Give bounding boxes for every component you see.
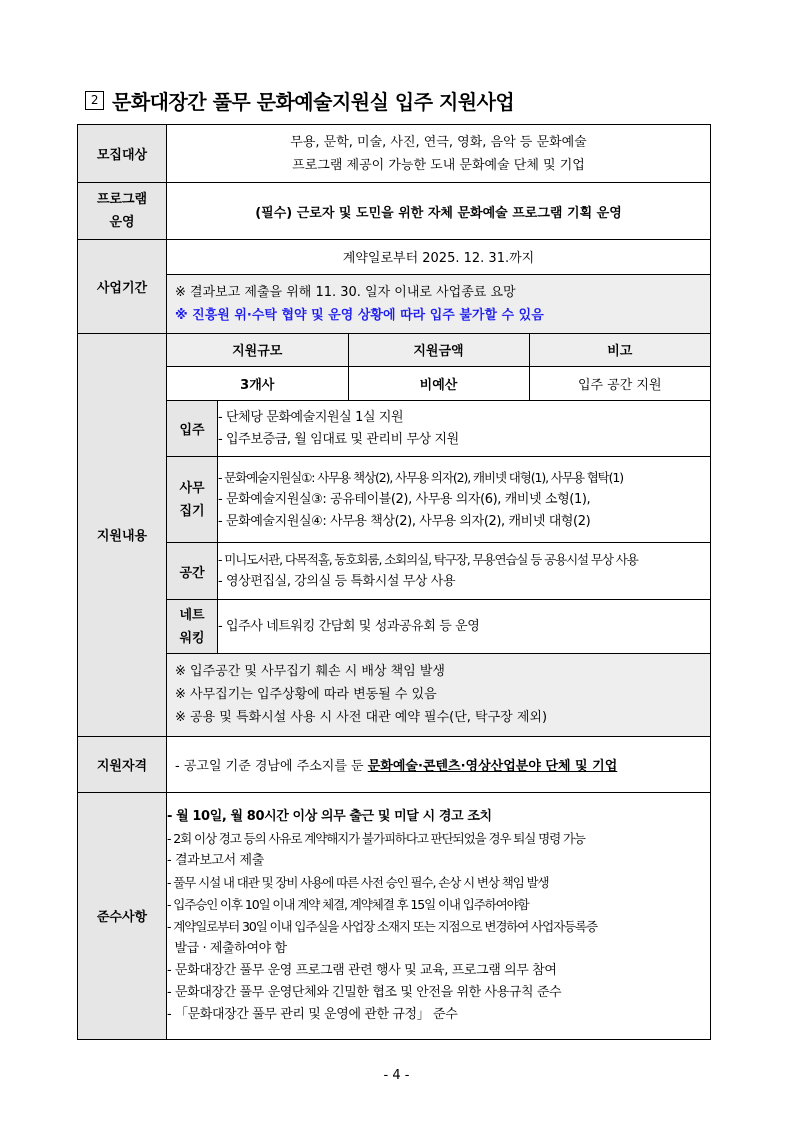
support-header-scale: 지원규모: [167, 334, 348, 366]
program-label-line-1: 프로그램: [96, 192, 148, 207]
support-sections-table: [167, 400, 710, 736]
section-occupancy-label: 입주: [167, 401, 218, 457]
support-header-note: 비고: [529, 334, 710, 366]
support-note: ※ 공용 및 특화시설 사용 시 사전 대관 예약 필수(단, 탁구장 제외): [175, 710, 548, 726]
section-occupancy-items: [218, 401, 711, 457]
list-item: 발급 · 제출하여야 함: [167, 940, 287, 956]
support-notes-row: [167, 654, 710, 736]
compliance-content: [167, 792, 711, 1039]
row-period: [78, 240, 711, 334]
section-space-label: 공간: [167, 543, 218, 600]
section-furniture-label-2: 집기: [179, 503, 205, 519]
row-qualification: [78, 736, 711, 792]
list-item: - 문화예술지원실③: 공유테이블(2), 사무용 의자(6), 캐비넷 소형(1),: [218, 491, 591, 507]
support-value-scale: 3개사: [167, 366, 348, 400]
qualification-emphasis: 문화예술·콘텐츠·영상산업분야 단체 및 기업: [367, 758, 618, 774]
support-content: [167, 334, 711, 737]
row-support: [78, 334, 711, 737]
period-main: 계약일로부터 2025. 12. 31.까지: [167, 240, 710, 274]
period-note-1: ※ 결과보고 제출을 위해 11. 30. 일자 이내로 사업종료 요망: [175, 284, 516, 300]
page-number: - 4 -: [383, 1068, 410, 1083]
section-furniture-items: [218, 457, 711, 543]
support-section-furniture: [167, 457, 710, 543]
list-item: - 문화대장간 풀무 운영단체와 긴밀한 협조 및 안전을 위한 사용규칙 준수: [167, 984, 562, 1000]
qualification-content: [167, 736, 711, 792]
support-label: 지원내용: [78, 334, 167, 737]
period-content: [167, 240, 711, 334]
section-networking-label-2: 워킹: [179, 630, 205, 646]
support-section-networking: [167, 600, 710, 654]
row-recruit: [78, 125, 711, 183]
list-item: - 문화대장간 풀무 운영 프로그램 관련 행사 및 교육, 프로그램 의무 참여: [167, 962, 557, 978]
list-item: - 영상편집실, 강의실 등 특화시설 무상 사용: [218, 574, 456, 589]
support-notes: [167, 654, 710, 736]
section-furniture-label: [167, 457, 218, 543]
row-program: [78, 183, 711, 240]
recruit-content: [167, 125, 711, 183]
section-networking-label: [167, 600, 218, 654]
program-label-line-2: 운영: [109, 215, 135, 230]
section-furniture-label-1: 사무: [179, 480, 205, 496]
program-label: [78, 183, 167, 240]
period-label: 사업기간: [78, 240, 167, 334]
recruit-line-2: 프로그램 제공이 가능한 도내 문화예술 단체 및 기업: [292, 157, 585, 173]
page-title-text: 문화대장간 풀무 문화예술지원실 입주 지원사업: [112, 90, 515, 114]
compliance-label: 준수사항: [78, 792, 167, 1039]
recruit-line-1: 무용, 문학, 미술, 사진, 연극, 영화, 음악 등 문화예술: [290, 134, 587, 150]
support-value-note: 입주 공간 지원: [529, 366, 710, 400]
period-inner: [167, 240, 710, 333]
list-item: - 입주사 네트워킹 간담회 및 성과공유회 등 운영: [218, 618, 480, 634]
qualification-label: 지원자격: [78, 736, 167, 792]
support-note: ※ 입주공간 및 사무집기 훼손 시 배상 책임 발생: [175, 664, 445, 680]
list-item: - 풀무 시설 내 대관 및 장비 사용에 따른 사전 승인 필수, 손상 시 변상 책임 발생: [167, 874, 549, 890]
recruit-label: 모집대상: [78, 125, 167, 183]
list-item: - 「문화대장간 풀무 관리 및 운영에 관한 규정」 준수: [167, 1006, 458, 1022]
list-item: - 월 10일, 월 80시간 이상 의무 출근 및 미달 시 경고 조치: [167, 808, 492, 824]
support-header-amount: 지원금액: [348, 334, 529, 366]
period-note-2: ※ 진흥원 위·수탁 협약 및 운영 상황에 따라 입주 불가할 수 있음: [175, 307, 544, 323]
support-value-amount: 비예산: [348, 366, 529, 400]
support-section-occupancy: [167, 401, 710, 457]
support-section-space: [167, 543, 710, 600]
program-content: (필수) 근로자 및 도민을 위한 자체 문화예술 프로그램 기획 운영: [167, 183, 711, 240]
row-compliance: [78, 792, 711, 1039]
list-item: - 2회 이상 경고 등의 사유로 계약해지가 불가피하다고 판단되었을 경우 퇴실 명령 가능: [167, 830, 585, 846]
support-note: ※ 사무집기는 입주상황에 따라 변동될 수 있음: [175, 687, 437, 703]
section-number-box: 2: [85, 91, 104, 110]
section-networking-label-1: 네트: [179, 607, 205, 623]
list-item: - 문화예술지원실④: 사무용 책상(2), 사무용 의자(2), 캐비넷 대형(2): [218, 513, 591, 529]
period-notes: [167, 274, 710, 333]
support-scale-table: [167, 334, 710, 400]
list-item: - 단체당 문화예술지원실 1실 지원: [218, 409, 404, 425]
list-item: - 입주승인 이후 10일 이내 계약 체결, 계약체결 후 15일 이내 입주하여야함: [167, 896, 529, 912]
list-item: - 문화예술지원실①: 사무용 책상(2), 사무용 의자(2), 캐비넷 대형(1), 사무용 협탁(1): [218, 469, 624, 485]
page-title: [85, 86, 514, 115]
section-networking-items: [218, 600, 711, 654]
list-item: - 미니도서관, 다목적홀, 동호회룸, 소회의실, 탁구장, 무용연습실 등 공용시설 무상 사용: [218, 552, 638, 567]
qualification-prefix: - 공고일 기준 경남에 주소지를 둔: [175, 758, 368, 774]
info-table: [77, 124, 711, 1040]
list-item: - 결과보고서 제출: [167, 852, 264, 868]
list-item: - 입주보증금, 월 임대료 및 관리비 무상 지원: [218, 431, 459, 447]
section-space-items: [218, 543, 711, 600]
list-item: - 계약일로부터 30일 이내 입주실을 사업장 소재지 또는 지점으로 변경하여 사업자등록증: [167, 918, 597, 934]
